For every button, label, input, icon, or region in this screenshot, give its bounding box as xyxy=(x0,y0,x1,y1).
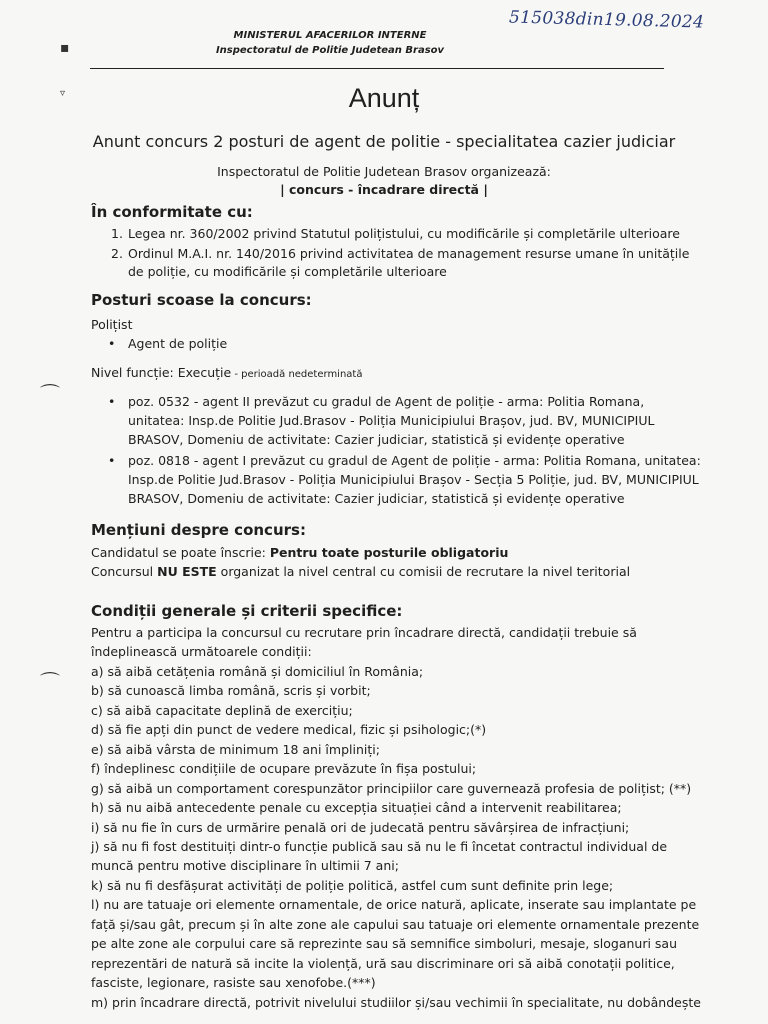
condition-line: f) îndeplinesc condițiile de ocupare prevăzute în fișa postului; xyxy=(91,761,477,777)
position-role: Agent de poliție xyxy=(128,336,228,351)
post-line: poz. 0532 - agent II prevăzut cu gradul de Agent de poliție - arma: Politia Romana, xyxy=(128,394,645,409)
condition-line: b) să cunoască limba română, scris și vorbit; xyxy=(91,683,371,699)
condition-line: l) nu are tatuaje ori elemente ornamentale, de orice natură, aplicate, inserate sau implantate pe xyxy=(91,897,697,913)
condition-line: a) să aibă cetățenia română și domiciliul în România; xyxy=(91,663,424,679)
list-item: de poliție, cu modificările și completările ulterioare xyxy=(128,264,447,279)
condition-line: Pentru a participa la concursul cu recrutare prin încadrare directă, candidații trebuie să xyxy=(91,625,637,640)
positions-heading: Posturi scoase la concurs: xyxy=(91,291,312,309)
conditions-heading: Condiții generale și criterii specifice: xyxy=(91,602,403,620)
condition-line: g) să aibă un comportament corespunzător principiilor care guvernează profesia de polițist; (**) xyxy=(91,780,692,796)
condition-line: d) să fie apți din punct de vedere medical, fizic și psihologic;(*) xyxy=(91,722,487,738)
condition-line: k) să nu fi desfășurat activități de poliție politică, astfel cum sunt definite prin lege; xyxy=(91,877,614,893)
condition-line: h) să nu aibă antecedente penale cu excepția situației când a intervenit reabilitarea; xyxy=(91,800,622,816)
organizer-line: Inspectoratul de Politie Judetean Brasov organizează: xyxy=(217,164,551,179)
list-item-number: 2. xyxy=(111,246,123,261)
scan-mark: ▿ xyxy=(60,88,66,99)
list-item: Ordinul M.A.I. nr. 140/2016 privind activitatea de management resurse umane în unitățile xyxy=(128,246,690,261)
post-line: BRASOV, Domeniu de activitate: Cazier judiciar, statistică și evidențe operative xyxy=(128,491,625,506)
list-item-number: 1. xyxy=(111,226,123,241)
condition-line: e) să aibă vârsta de minimum 18 ani împliniți; xyxy=(91,741,380,757)
scan-mark: ▪ xyxy=(60,40,70,56)
ministry-name: MINISTERUL AFACERILOR INTERNE xyxy=(233,30,427,41)
condition-line: îndeplinească următoarele condiții: xyxy=(91,644,312,660)
condition-line: i) să nu fie în curs de urmărire penală ori de judecată pentru săvârșirea de infracțiuni; xyxy=(91,819,630,835)
post-line: Insp.de Politie Jud.Brasov - Poliția Municipiului Brașov - Secția 5 Poliție, jud. BV, MUNICIPIUL xyxy=(128,472,699,487)
mentions-line-2: Concursul NU ESTE organizat la nivel central cu comisii de recrutare la nivel teritorial xyxy=(91,564,631,579)
condition-line: pe alte zone ale corpului care să reprezinte sau să semnifice simboluri, mesaje, sloganuri sau xyxy=(91,936,678,952)
mentions-heading: Mențiuni despre concurs: xyxy=(91,521,306,539)
condition-line: j) să nu fi fost destituiți dintr-o funcție publică sau să nu le fi încetat contractul individual de xyxy=(91,838,668,854)
punch-hole-mark: ⌒ xyxy=(40,382,60,406)
bullet-icon: • xyxy=(108,394,116,409)
condition-line: muncă pentru motive disciplinare în ultimii 7 ani; xyxy=(91,858,399,874)
condition-line: reprezentări de natură să incite la violență, ură sau discriminare ori să aibă conotații politice, xyxy=(91,955,675,971)
recruitment-mode: | concurs - încadrare directă | xyxy=(280,182,488,197)
condition-line: c) să aibă capacitate deplină de exercițiu; xyxy=(91,702,353,718)
bullet-icon: • xyxy=(108,336,116,351)
announcement-subtitle: Anunt concurs 2 posturi de agent de politie - specialitatea cazier judiciar xyxy=(92,132,676,151)
post-line: poz. 0818 - agent I prevăzut cu gradul de Agent de poliție - arma: Politia Romana, unitatea: xyxy=(128,453,701,468)
mentions-line-1: Candidatul se poate înscrie: Pentru toate posturile obligatoriu xyxy=(91,545,509,560)
conformity-heading: În conformitate cu: xyxy=(91,203,253,221)
condition-line: față și/sau gât, precum și în alte zone ale capului sau tatuaje ori elemente ornamentale prezente xyxy=(91,916,700,932)
handwritten-registration-note: 515038din19.08.2024 xyxy=(508,7,705,33)
condition-line: m) prin încadrare directă, potrivit nivelului studiilor și/sau vechimii în specialitate, nu dobândește xyxy=(91,994,701,1010)
punch-hole-mark: ⌒ xyxy=(40,670,60,694)
position-category: Polițist xyxy=(91,317,133,332)
position-level: Nivel funcție: Execuție - perioadă nedeterminată xyxy=(91,365,363,380)
condition-line: fasciste, legionare, rasiste sau xenofobe.(***) xyxy=(91,975,376,991)
list-item: Legea nr. 360/2002 privind Statutul polițistului, cu modificările și completările ulterioare xyxy=(128,226,680,241)
page-title: Anunț xyxy=(348,83,420,113)
bullet-icon: • xyxy=(108,453,116,468)
header-divider xyxy=(90,68,664,69)
post-line: BRASOV, Domeniu de activitate: Cazier judiciar, statistică și evidențe operative xyxy=(128,432,625,447)
post-line: unitatea: Insp.de Politie Jud.Brasov - Poliția Municipiului Brașov, jud. BV, MUNICIPIUL xyxy=(128,413,655,428)
inspectorate-name: Inspectoratul de Politie Judetean Brasov xyxy=(215,45,445,56)
